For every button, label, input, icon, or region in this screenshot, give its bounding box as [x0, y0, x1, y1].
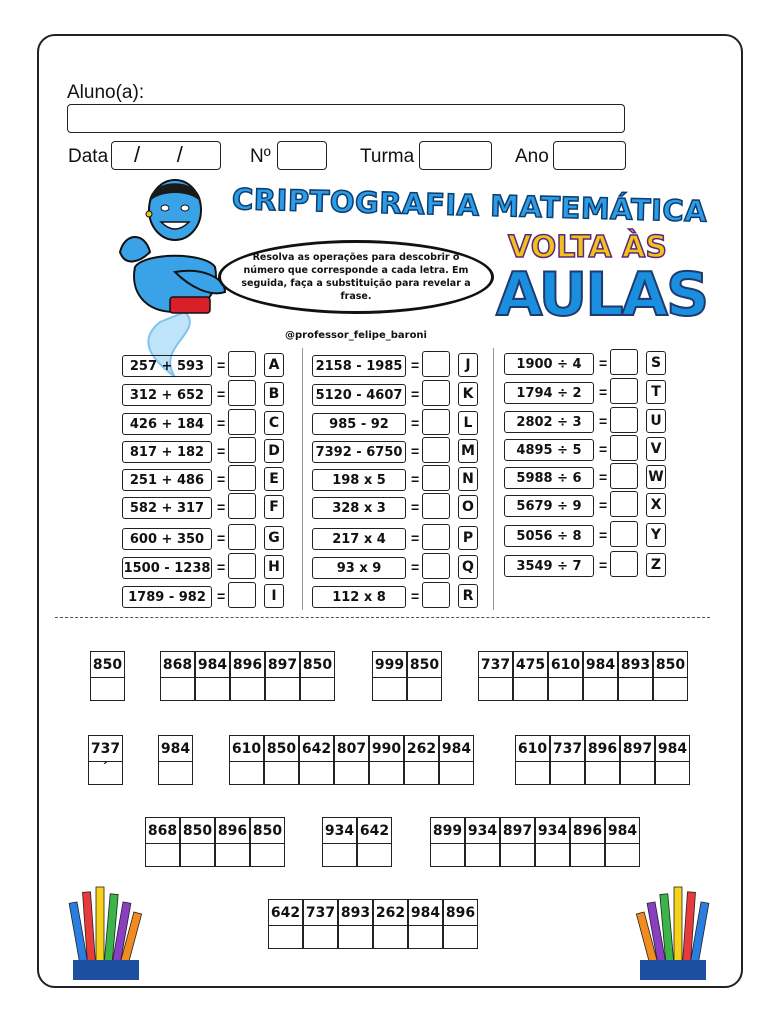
answer-box[interactable] [422, 380, 450, 406]
equals-sign: = [599, 413, 608, 429]
cell-code: 934 [536, 818, 569, 844]
equation-row [122, 557, 306, 583]
operation-box: 217 x 4 [312, 528, 406, 550]
instructions-bubble [218, 240, 494, 314]
answer-box[interactable] [610, 491, 638, 517]
phrase-cell[interactable] [357, 817, 392, 867]
phrase-cell[interactable] [145, 817, 180, 867]
operation-box: 5120 - 4607 [312, 384, 406, 406]
equals-sign: = [411, 415, 420, 431]
letter-box: J [458, 353, 478, 377]
operation-box: 5679 ÷ 9 [504, 495, 594, 517]
equation-row [312, 497, 496, 523]
equals-sign: = [599, 355, 608, 371]
operation-box: 426 + 184 [122, 413, 212, 435]
letter-box: U [646, 409, 666, 433]
phrase-cell[interactable] [443, 899, 478, 949]
equation-row [312, 586, 496, 612]
answer-box[interactable] [228, 409, 256, 435]
phrase-cell[interactable] [515, 735, 550, 785]
phrase-cell[interactable] [160, 651, 195, 701]
letter-box: Z [646, 553, 666, 577]
letter-box: N [458, 467, 478, 491]
cell-code: 737 [89, 736, 122, 762]
answer-box[interactable] [422, 437, 450, 463]
answer-box[interactable] [610, 463, 638, 489]
phrase-cell[interactable] [513, 651, 548, 701]
phrase-cell[interactable] [570, 817, 605, 867]
operation-box: 93 x 9 [312, 557, 406, 579]
equals-sign: = [411, 588, 420, 604]
letter-box: L [458, 411, 478, 435]
accent-mark: ´ [103, 759, 108, 775]
answer-box[interactable] [228, 351, 256, 377]
cell-code: 893 [339, 900, 372, 926]
phrase-cell[interactable] [373, 899, 408, 949]
answer-box[interactable] [422, 553, 450, 579]
cell-code: 984 [656, 736, 689, 762]
letter-box: F [264, 495, 284, 519]
operation-box: 3549 ÷ 7 [504, 555, 594, 577]
operation-box: 5056 ÷ 8 [504, 525, 594, 547]
phrase-cell[interactable] [430, 817, 465, 867]
answer-box[interactable] [422, 465, 450, 491]
letter-box: E [264, 467, 284, 491]
operation-box: 600 + 350 [122, 528, 212, 550]
cell-code: 262 [374, 900, 407, 926]
cell-code: 984 [440, 736, 473, 762]
equals-sign: = [411, 443, 420, 459]
answer-box[interactable] [228, 582, 256, 608]
letter-box: Q [458, 555, 478, 579]
letter-box: Y [646, 523, 666, 547]
equals-sign: = [411, 471, 420, 487]
equals-sign: = [599, 497, 608, 513]
cell-code: 737 [304, 900, 337, 926]
phrase-cell[interactable] [195, 651, 230, 701]
phrase-cell[interactable] [535, 817, 570, 867]
letter-box: W [646, 465, 666, 489]
operation-box: 4895 ÷ 5 [504, 439, 594, 461]
cell-code: 896 [231, 652, 264, 678]
letter-box: B [264, 382, 284, 406]
equation-row [122, 528, 306, 554]
letter-box: C [264, 411, 284, 435]
cell-code: 642 [300, 736, 333, 762]
cell-code: 475 [514, 652, 547, 678]
phrase-cell[interactable] [264, 735, 299, 785]
cell-code: 642 [358, 818, 391, 844]
phrase-cell[interactable] [250, 817, 285, 867]
cell-code: 984 [606, 818, 639, 844]
student-name-field[interactable] [67, 104, 625, 133]
equation-row [504, 439, 688, 465]
cell-code: 737 [551, 736, 584, 762]
operation-box: 7392 - 6750 [312, 441, 406, 463]
cell-code: 990 [370, 736, 403, 762]
equals-sign: = [599, 469, 608, 485]
date-label: Data [68, 146, 109, 167]
phrase-cell[interactable] [158, 735, 193, 785]
phrase-cell[interactable] [265, 651, 300, 701]
year-field[interactable] [553, 141, 626, 170]
number-field[interactable] [277, 141, 327, 170]
equals-sign: = [411, 357, 420, 373]
cell-code: 807 [335, 736, 368, 762]
equation-row [504, 555, 688, 581]
year-label: Ano [515, 146, 549, 167]
phrase-cell[interactable] [605, 817, 640, 867]
equation-row [312, 528, 496, 554]
cell-code: 642 [269, 900, 302, 926]
letter-box: K [458, 382, 478, 406]
equation-row [504, 382, 688, 408]
phrase-cell[interactable] [439, 735, 474, 785]
operation-box: 198 x 5 [312, 469, 406, 491]
equals-sign: = [411, 530, 420, 546]
cell-code: 850 [408, 652, 441, 678]
cell-code: 850 [654, 652, 687, 678]
equals-sign: = [217, 559, 226, 575]
operation-box: 985 - 92 [312, 413, 406, 435]
answer-box[interactable] [422, 351, 450, 377]
cell-code: 896 [216, 818, 249, 844]
date-slashes: / / [134, 142, 183, 167]
phrase-cell[interactable] [653, 651, 688, 701]
letter-box: S [646, 351, 666, 375]
equation-row [122, 384, 306, 410]
phrase-cell[interactable] [90, 651, 125, 701]
letter-box: M [458, 439, 478, 463]
phrase-cell[interactable] [407, 651, 442, 701]
cell-code: 999 [373, 652, 406, 678]
equation-row [312, 557, 496, 583]
operation-box: 257 + 593 [122, 355, 212, 377]
phrase-cell[interactable] [268, 899, 303, 949]
phrase-cell[interactable] [338, 899, 373, 949]
phrase-cell[interactable] [550, 735, 585, 785]
equals-sign: = [217, 499, 226, 515]
class-field[interactable] [419, 141, 492, 170]
equation-row [504, 353, 688, 379]
cell-code: 897 [621, 736, 654, 762]
cell-code: 610 [516, 736, 549, 762]
phrase-cell[interactable] [500, 817, 535, 867]
equation-row [504, 467, 688, 493]
phrase-cell[interactable] [300, 651, 335, 701]
instructions-text: Resolva as operações para descobrir o número que corresponde a cada letra. Em seguida, faça a substituição para revelar a frase. [241, 252, 471, 302]
answer-box[interactable] [422, 524, 450, 550]
phrase-cell[interactable] [334, 735, 369, 785]
answer-box[interactable] [228, 380, 256, 406]
operation-box: 5988 ÷ 6 [504, 467, 594, 489]
letter-box: H [264, 555, 284, 579]
cell-code: 897 [501, 818, 534, 844]
class-label: Turma [360, 146, 415, 167]
phrase-cell[interactable] [303, 899, 338, 949]
letter-box: V [646, 437, 666, 461]
equals-sign: = [217, 386, 226, 402]
answer-box[interactable] [610, 435, 638, 461]
equation-row [312, 469, 496, 495]
equation-row [122, 469, 306, 495]
equation-row [504, 411, 688, 437]
equals-sign: = [411, 499, 420, 515]
operation-box: 312 + 652 [122, 384, 212, 406]
operation-box: 328 x 3 [312, 497, 406, 519]
worksheet-title: CRIPTOGRAFIA MATEMÁTICA [231, 182, 708, 229]
equation-row [122, 413, 306, 439]
cell-code: 850 [301, 652, 334, 678]
equals-sign: = [599, 557, 608, 573]
equals-sign: = [599, 527, 608, 543]
equation-row [122, 441, 306, 467]
letter-box: X [646, 493, 666, 517]
answer-box[interactable] [422, 582, 450, 608]
answer-box[interactable] [610, 551, 638, 577]
cell-code: 934 [466, 818, 499, 844]
phrase-cell[interactable] [372, 651, 407, 701]
letter-box: A [264, 353, 284, 377]
cell-code: 984 [584, 652, 617, 678]
equals-sign: = [217, 530, 226, 546]
operation-box: 1500 - 1238 [122, 557, 212, 579]
answer-box[interactable] [610, 349, 638, 375]
equals-sign: = [411, 386, 420, 402]
student-label: Aluno(a): [67, 82, 145, 103]
answer-box[interactable] [610, 378, 638, 404]
author-handle: @professor_felipe_baroni [285, 330, 427, 341]
answer-box[interactable] [228, 465, 256, 491]
answer-box[interactable] [422, 493, 450, 519]
cell-code: 868 [146, 818, 179, 844]
cell-code: 262 [405, 736, 438, 762]
phrase-cell[interactable] [655, 735, 690, 785]
phrase-cell[interactable] [583, 651, 618, 701]
equals-sign: = [217, 443, 226, 459]
cell-code: 893 [619, 652, 652, 678]
equals-sign: = [411, 559, 420, 575]
cell-code: 850 [251, 818, 284, 844]
cell-code: 899 [431, 818, 464, 844]
phrase-cell[interactable] [404, 735, 439, 785]
equation-row [312, 413, 496, 439]
answer-box[interactable] [422, 409, 450, 435]
phrase-cell[interactable] [408, 899, 443, 949]
equation-row [122, 355, 306, 381]
cell-code: 610 [230, 736, 263, 762]
cell-code: 984 [159, 736, 192, 762]
answer-box[interactable] [610, 521, 638, 547]
section-divider [55, 617, 710, 618]
letter-box: O [458, 495, 478, 519]
cell-code: 850 [265, 736, 298, 762]
operation-box: 112 x 8 [312, 586, 406, 608]
badge-line2: AULAS [496, 260, 708, 330]
phrase-cell[interactable] [322, 817, 357, 867]
operation-box: 1789 - 982 [122, 586, 212, 608]
cell-code: 610 [549, 652, 582, 678]
letter-box: R [458, 584, 478, 608]
equation-row [312, 384, 496, 410]
cell-code: 896 [444, 900, 477, 926]
cell-code: 850 [181, 818, 214, 844]
equation-row [122, 586, 306, 612]
equals-sign: = [217, 415, 226, 431]
number-label: Nº [250, 146, 271, 167]
phrase-cell[interactable] [369, 735, 404, 785]
operation-box: 817 + 182 [122, 441, 212, 463]
operation-box: 1900 ÷ 4 [504, 353, 594, 375]
operation-box: 1794 ÷ 2 [504, 382, 594, 404]
operation-box: 2802 ÷ 3 [504, 411, 594, 433]
equation-row [122, 497, 306, 523]
cell-code: 737 [479, 652, 512, 678]
colored-pencils-left [68, 872, 150, 980]
answer-box[interactable] [228, 437, 256, 463]
equals-sign: = [217, 588, 226, 604]
cell-code: 896 [586, 736, 619, 762]
phrase-cell[interactable] [585, 735, 620, 785]
equation-row [312, 441, 496, 467]
cell-code: 868 [161, 652, 194, 678]
date-field[interactable] [111, 141, 221, 170]
equals-sign: = [599, 441, 608, 457]
phrase-cell[interactable] [299, 735, 334, 785]
letter-box: P [458, 526, 478, 550]
equals-sign: = [599, 384, 608, 400]
cell-code: 934 [323, 818, 356, 844]
phrase-cell[interactable] [618, 651, 653, 701]
equation-row [504, 525, 688, 551]
letter-box: I [264, 584, 284, 608]
answer-box[interactable] [228, 524, 256, 550]
equation-row [504, 495, 688, 521]
answer-box[interactable] [610, 407, 638, 433]
letter-box: G [264, 526, 284, 550]
operation-box: 251 + 486 [122, 469, 212, 491]
cell-code: 984 [409, 900, 442, 926]
answer-box[interactable] [228, 493, 256, 519]
cell-code: 850 [91, 652, 124, 678]
colored-pencils-right [630, 872, 712, 980]
phrase-cell[interactable] [88, 735, 123, 785]
phrase-cell[interactable] [548, 651, 583, 701]
phrase-cell[interactable] [229, 735, 264, 785]
cell-code: 984 [196, 652, 229, 678]
letter-box: D [264, 439, 284, 463]
phrase-cell[interactable] [620, 735, 655, 785]
phrase-cell[interactable] [465, 817, 500, 867]
letter-box: T [646, 380, 666, 404]
operation-box: 2158 - 1985 [312, 355, 406, 377]
cell-code: 896 [571, 818, 604, 844]
cell-code: 897 [266, 652, 299, 678]
phrase-cell[interactable] [215, 817, 250, 867]
phrase-cell[interactable] [180, 817, 215, 867]
equals-sign: = [217, 357, 226, 373]
answer-box[interactable] [228, 553, 256, 579]
phrase-cell[interactable] [478, 651, 513, 701]
operation-box: 582 + 317 [122, 497, 212, 519]
equation-row [312, 355, 496, 381]
equals-sign: = [217, 471, 226, 487]
badge-line1: VOLTA ÀS [508, 230, 667, 265]
phrase-cell[interactable] [230, 651, 265, 701]
